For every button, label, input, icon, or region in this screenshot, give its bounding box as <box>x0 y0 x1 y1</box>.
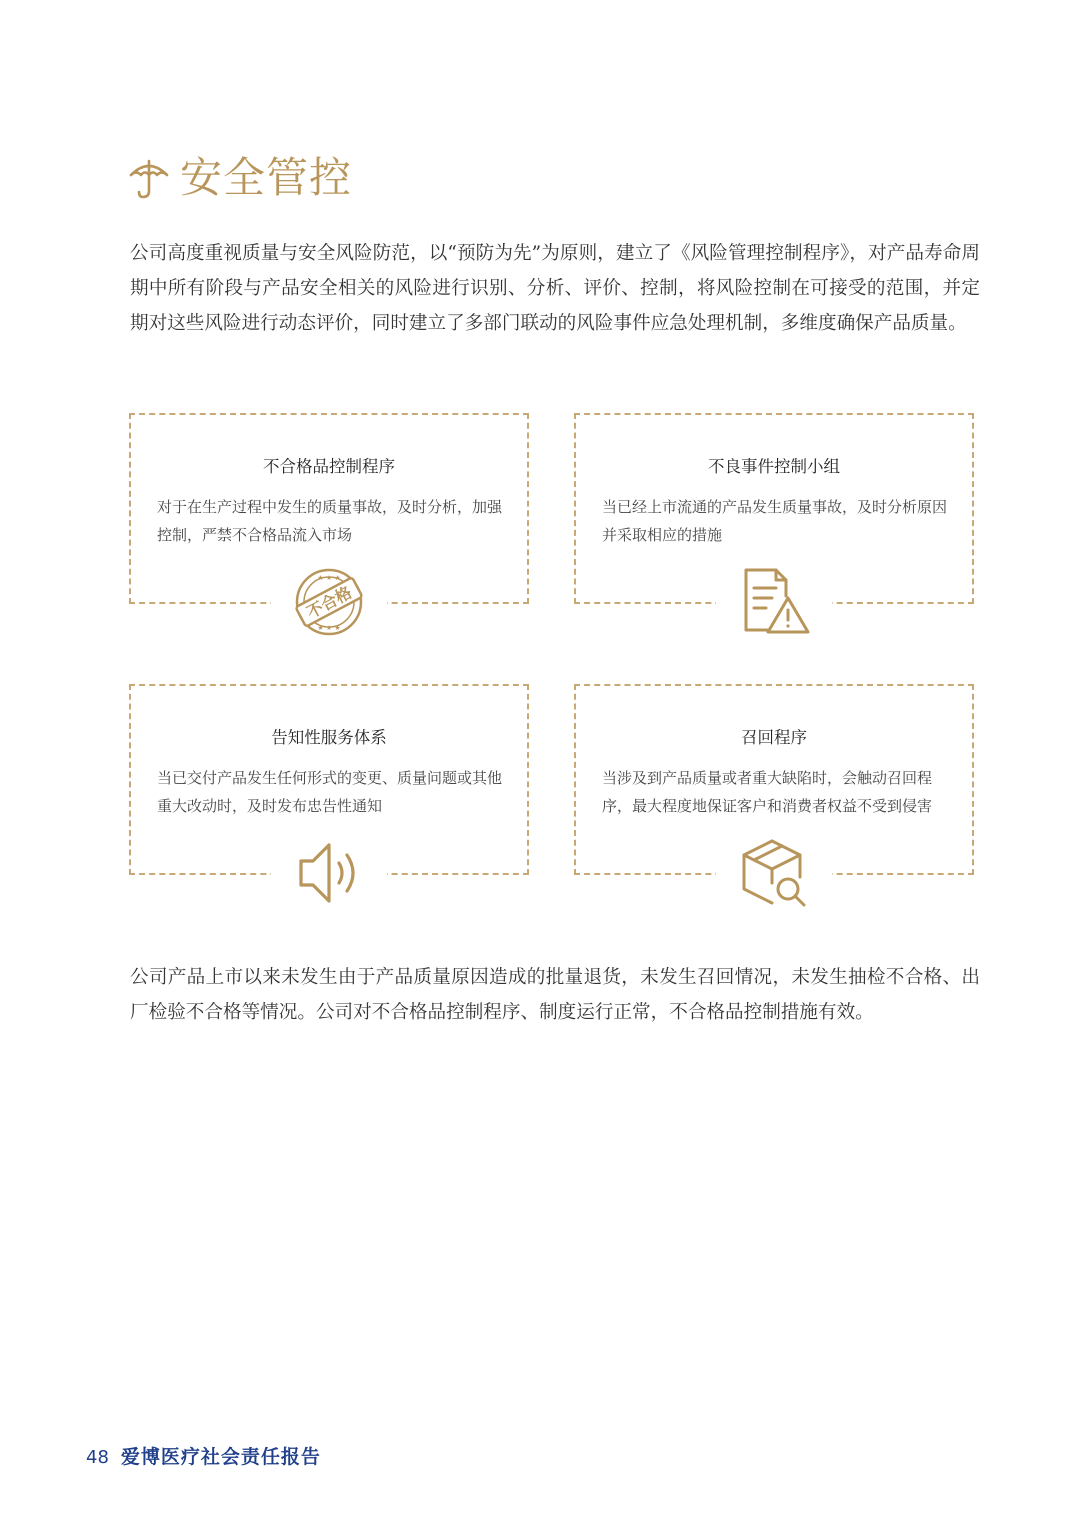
card-notification-service <box>129 684 529 875</box>
stamp-text: 不合格 <box>303 582 355 623</box>
nonconforming-stamp-icon <box>293 566 365 638</box>
section-title <box>128 148 352 208</box>
card-description: 当已交付产品发生任何形式的变更、质量问题或其他重大改动时，及时发布忠告性通知 <box>157 769 503 815</box>
card-title: 不合格品控制程序 <box>263 457 395 476</box>
page-number: 48 <box>86 1447 109 1468</box>
intro-paragraph: 公司高度重视质量与安全风险防范，以“预防为先”为原则，建立了《风险管理控制程序》，对产品寿命周期中所有阶段与产品安全相关的风险进行识别、分析、评价、控制，将风险控制在可接受的范围，并定期对这些风险进行动态评价，同时建立了多部门联动的风险事件应急处理机制，多维度确保产品质量。 <box>130 243 980 334</box>
card-description: 当涉及到产品质量或者重大缺陷时，会触动召回程序，最大程度地保证客户和消费者权益不受到侵害 <box>602 769 933 815</box>
card-title: 不良事件控制小组 <box>708 457 840 476</box>
card-recall-procedure <box>574 684 974 875</box>
summary-paragraph: 公司产品上市以来未发生由于产品质量原因造成的批量退货，未发生召回情况，未发生抽检不合格、出厂检验不合格等情况。公司对不合格品控制程序、制度运行正常，不合格品控制措施有效。 <box>130 967 980 1023</box>
report-title: 爱博医疗社会责任报告 <box>120 1446 321 1468</box>
box-search-icon <box>738 837 810 909</box>
card-title: 召回程序 <box>741 728 807 747</box>
speaker-icon <box>293 837 365 909</box>
page-footer <box>86 1442 321 1469</box>
umbrella-icon <box>128 155 170 201</box>
svg-text:★ ★ ★: ★ ★ ★ <box>317 574 341 582</box>
card-description: 对于在生产过程中发生的质量事故，及时分析，加强控制，严禁不合格品流入市场 <box>157 498 503 544</box>
document-warning-icon <box>738 566 810 638</box>
svg-text:★ ★ ★: ★ ★ ★ <box>317 624 341 632</box>
card-nonconforming-control <box>129 413 529 632</box>
card-description: 当已经上市流通的产品发生质量事故，及时分析原因并采取相应的措施 <box>602 498 948 544</box>
card-adverse-event-team <box>574 413 974 604</box>
page-title: 安全管控 <box>180 153 353 202</box>
card-title: 告知性服务体系 <box>271 728 387 747</box>
